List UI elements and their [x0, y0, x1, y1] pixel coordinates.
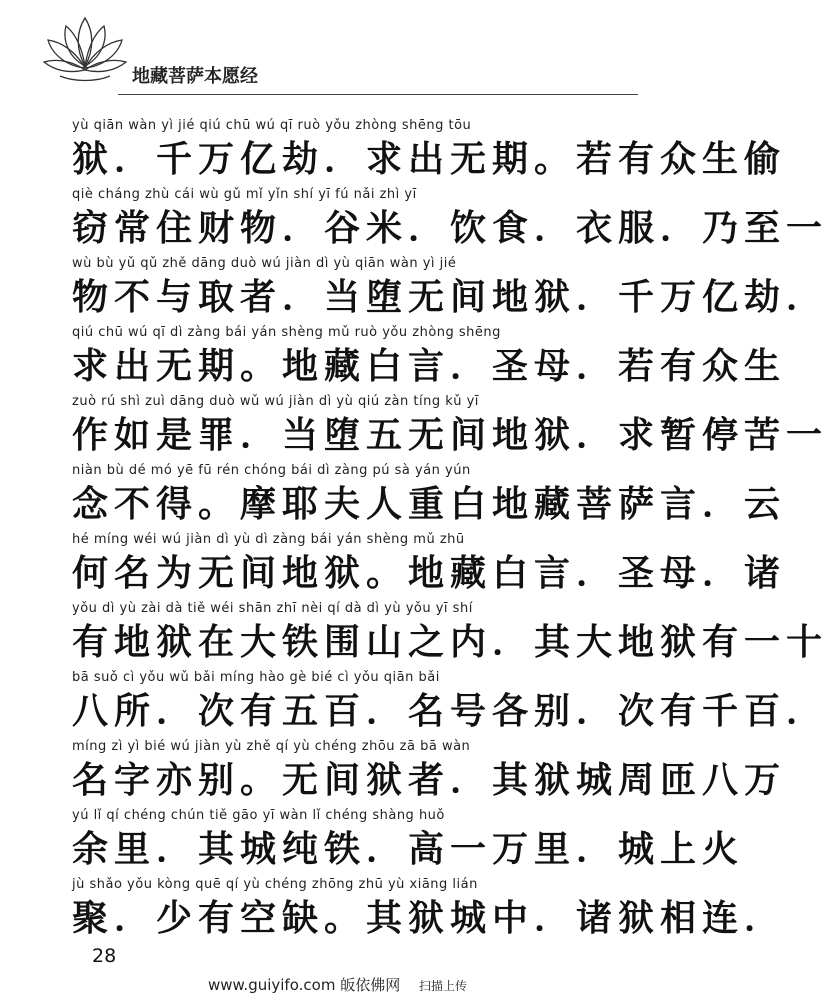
page-header — [0, 0, 696, 100]
hanzi-line: 求出无期。地藏白言．圣母．若有众生 — [72, 345, 787, 387]
text-line — [72, 388, 828, 457]
hanzi-line: 作如是罪．当堕五无间地狱．求暂停苦一 — [72, 414, 828, 456]
hanzi-line: 狱．千万亿劫．求出无期。若有众生偷 — [72, 138, 787, 180]
header-divider — [118, 94, 638, 95]
hanzi-line: 物不与取者．当堕无间地狱．千万亿劫． — [72, 276, 828, 318]
hanzi-line: 聚．少有空缺。其狱城中．诸狱相连． — [72, 897, 787, 939]
text-line — [72, 802, 745, 871]
text-line — [72, 181, 828, 250]
footer — [208, 974, 467, 995]
text-line — [72, 595, 828, 664]
pinyin-line: qiú chū wú qī dì zàng bái yán shèng mǔ ruò yǒu zhòng shēng — [72, 325, 501, 340]
page-number: 28 — [92, 945, 117, 967]
pinyin-line: bā suǒ cì yǒu wǔ bǎi míng hào gè bié cì yǒu qiān bǎi — [72, 670, 440, 685]
hanzi-line: 窃常住财物．谷米．饮食．衣服．乃至一 — [72, 207, 828, 249]
pinyin-line: yù qiān wàn yì jié qiú chū wú qī ruò yǒu zhòng shēng tōu — [72, 118, 472, 133]
text-line — [72, 733, 787, 802]
footer-upload-note: 扫描上传 — [418, 979, 467, 993]
pinyin-line: niàn bù dé mó yē fū rén chóng bái dì zàng pú sà yán yún — [72, 463, 471, 478]
pinyin-line: jù shǎo yǒu kòng quē qí yù chéng zhōng zhū yù xiāng lián — [72, 877, 478, 892]
book-title: 地藏菩萨本愿经 — [132, 66, 258, 87]
text-line — [72, 457, 787, 526]
pinyin-line: zuò rú shì zuì dāng duò wǔ wú jiàn dì yù qiú zàn tíng kǔ yī — [72, 394, 479, 409]
hanzi-line: 名字亦别。无间狱者．其狱城周匝八万 — [72, 759, 787, 801]
pinyin-line: wù bù yǔ qǔ zhě dāng duò wú jiàn dì yù qiān wàn yì jié — [72, 256, 457, 271]
scripture-text — [72, 112, 828, 940]
text-line — [72, 250, 828, 319]
hanzi-line: 余里．其城纯铁．高一万里．城上火 — [72, 828, 745, 870]
lotus-icon — [40, 10, 130, 86]
hanzi-line: 有地狱在大铁围山之内．其大地狱有一十 — [72, 621, 828, 663]
text-line — [72, 112, 787, 181]
footer-site-link[interactable]: www.guiyifo.com 皈依佛网 — [208, 976, 401, 994]
pinyin-line: yú lǐ qí chéng chún tiě gāo yī wàn lǐ chéng shàng huǒ — [72, 808, 445, 823]
pinyin-line: míng zì yì bié wú jiàn yù zhě qí yù chéng zhōu zā bā wàn — [72, 739, 471, 754]
text-line — [72, 526, 787, 595]
pinyin-line: qiè cháng zhù cái wù gǔ mǐ yǐn shí yī fú nǎi zhì yī — [72, 187, 417, 202]
pinyin-line: hé míng wéi wú jiàn dì yù dì zàng bái yán shèng mǔ zhū — [72, 532, 465, 547]
hanzi-line: 念不得。摩耶夫人重白地藏菩萨言．云 — [72, 483, 787, 525]
hanzi-line: 何名为无间地狱。地藏白言．圣母．诸 — [72, 552, 787, 594]
text-line — [72, 319, 787, 388]
text-line — [72, 871, 787, 940]
text-line — [72, 664, 828, 733]
hanzi-line: 八所．次有五百．名号各别．次有千百． — [72, 690, 828, 732]
pinyin-line: yǒu dì yù zài dà tiě wéi shān zhī nèi qí dà dì yù yǒu yī shí — [72, 601, 473, 616]
